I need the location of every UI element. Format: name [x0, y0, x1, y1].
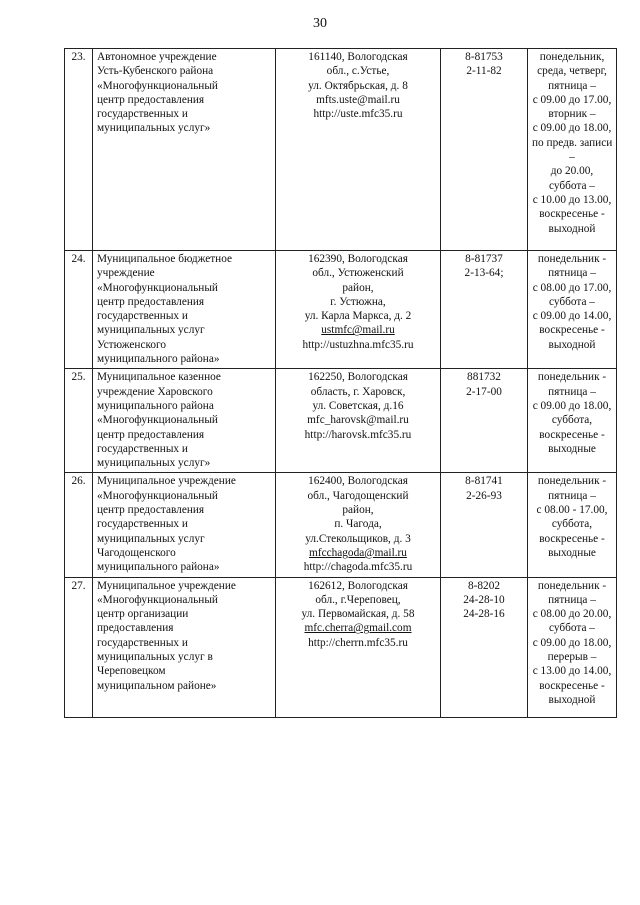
organization-address-line: ул. Первомайская, д. 58	[301, 608, 415, 621]
organization-address	[276, 251, 441, 369]
organization-phone	[441, 251, 528, 369]
organization-address	[276, 49, 441, 251]
organization-address-line: район,	[342, 281, 374, 294]
organization-name-line: центр предоставления	[97, 295, 205, 308]
working-hours-line: пятница –	[548, 385, 596, 398]
working-hours	[528, 49, 617, 251]
working-hours-line: воскресенье -	[539, 679, 605, 692]
organization-phone-line: 881732	[467, 371, 501, 384]
organization-phone	[441, 49, 528, 251]
organization-name-line: центр организации	[97, 608, 189, 621]
page-number: 30	[313, 16, 327, 31]
organization-phone-line: 8-81737	[465, 253, 503, 265]
organization-name-line: государственных и	[97, 518, 188, 531]
organization-address-line: mfcchagoda@mail.ru	[309, 546, 407, 559]
organization-name-line: Муниципальное бюджетное	[97, 253, 233, 265]
working-hours-line: с 09.00 до 18.00,	[532, 399, 612, 412]
table-row	[65, 49, 617, 251]
row-number: 27.	[65, 577, 93, 717]
organization-name-line: «Многофункциональный	[97, 79, 218, 92]
organization-phone	[441, 369, 528, 473]
organization-name-line: «Многофункциональный	[97, 414, 218, 427]
organization-address-line: http://ustuzhna.mfc35.ru	[302, 338, 414, 351]
working-hours-line: пятница –	[548, 79, 596, 92]
organization-name-line: Муниципальное учреждение	[97, 475, 236, 488]
organization-address-line: mfc_harovsk@mail.ru	[307, 414, 409, 427]
organization-name-line: «Многофункциональный	[97, 593, 218, 606]
working-hours-line: до 20.00,	[550, 165, 594, 178]
working-hours-line: с 13.00 до 14.00,	[532, 665, 612, 678]
working-hours-line: с 09.00 до 18.00,	[532, 636, 612, 649]
working-hours-line: понедельник -	[537, 253, 607, 265]
organization-phone	[441, 577, 528, 717]
organization-name-line: муниципальных услуг	[97, 532, 205, 545]
organization-phone-line: 8-8202	[467, 579, 500, 592]
organization-name-line: государственных и	[97, 636, 188, 649]
working-hours-line: воскресенье -	[539, 532, 605, 545]
organization-address-line: п. Чагода,	[334, 518, 382, 531]
working-hours-line: воскресенье -	[539, 324, 605, 337]
working-hours-line: понедельник -	[537, 579, 607, 592]
organization-address-line: обл., г.Череповец,	[315, 593, 401, 606]
working-hours-line: воскресенье -	[539, 428, 605, 441]
organization-address-line: mfts.uste@mail.ru	[316, 93, 400, 106]
working-hours-line: пятница –	[548, 593, 596, 606]
organization-phone-line: 2-11-82	[466, 65, 502, 78]
working-hours	[528, 251, 617, 369]
organization-address-line: обл., Устюженский	[312, 267, 404, 280]
organization-name-line: центр предоставления	[97, 504, 205, 517]
working-hours-line: суббота –	[549, 622, 595, 635]
organization-name	[93, 577, 276, 717]
organization-address	[276, 473, 441, 577]
working-hours-line: с 08.00 - 17.00,	[536, 504, 608, 517]
organization-name-line: Муниципальное учреждение	[97, 579, 236, 592]
organization-address-line: 162250, Вологодская	[308, 371, 408, 384]
organization-name-line: предоставления	[97, 622, 174, 635]
organization-name-line: Череповецком	[97, 665, 166, 678]
organization-name-line: муниципального района»	[97, 561, 220, 574]
working-hours-line: с 10.00 до 13.00,	[532, 193, 612, 206]
working-hours-line: среда, четверг,	[537, 65, 607, 78]
organization-address-line: http://harovsk.mfc35.ru	[304, 428, 412, 441]
table-row	[65, 369, 617, 473]
organization-phone-line: 8-81741	[465, 475, 503, 488]
organization-address-line: ул. Карла Маркса, д. 2	[304, 310, 412, 323]
organization-address-line: обл., с.Устье,	[326, 65, 390, 78]
organization-name-line: «Многофункциональный	[97, 281, 218, 294]
working-hours-line: суббота –	[549, 179, 595, 192]
working-hours-line: вторник –	[548, 108, 596, 121]
organization-name-line: Автономное учреждение	[97, 51, 217, 63]
organization-address-line: обл., Чагодощенский	[307, 489, 409, 502]
working-hours-line: –	[569, 151, 575, 164]
organization-name-line: муниципальных услуг в	[97, 651, 213, 664]
organization-name-line: государственных и	[97, 442, 188, 455]
working-hours	[528, 577, 617, 717]
organization-name-line: учреждение	[97, 267, 155, 280]
working-hours-line: суббота,	[551, 518, 593, 531]
working-hours-line: воскресенье -	[539, 208, 605, 221]
working-hours-line: выходной	[548, 693, 596, 706]
organization-name-line: Устюженского	[97, 338, 167, 351]
organization-name-line: муниципального района	[97, 399, 214, 412]
row-number: 23.	[65, 49, 93, 251]
organization-name-line: центр предоставления	[97, 428, 205, 441]
organization-address-line: http://cherrn.mfc35.ru	[308, 636, 408, 649]
organization-name-line: Чагодощенского	[97, 546, 176, 559]
organization-address-line: http://uste.mfc35.ru	[313, 108, 403, 121]
table-row	[65, 251, 617, 369]
organization-name	[93, 369, 276, 473]
organization-address-line: ustmfc@mail.ru	[321, 324, 395, 337]
organization-address-line: ул.Стекольщиков, д. 3	[305, 532, 411, 545]
organization-address-line: 162612, Вологодская	[308, 579, 408, 592]
organization-address-line: http://chagoda.mfc35.ru	[303, 561, 413, 574]
organization-name	[93, 473, 276, 577]
organization-name-line: муниципальных услуг»	[97, 457, 211, 470]
organization-address-line: г. Устюжна,	[330, 295, 386, 308]
working-hours-line: выходной	[548, 222, 596, 235]
table-row	[65, 473, 617, 577]
organization-name	[93, 49, 276, 251]
working-hours-line: с 08.00 до 17.00,	[532, 281, 612, 294]
working-hours-line: суббота,	[551, 414, 593, 427]
organization-address	[276, 577, 441, 717]
organization-name-line: муниципального района»	[97, 353, 220, 366]
working-hours-line: выходной	[548, 338, 596, 351]
working-hours-line: выходные	[548, 442, 596, 455]
working-hours-line: понедельник -	[537, 371, 607, 384]
row-number: 26.	[65, 473, 93, 577]
mfc-registry-table	[64, 48, 617, 718]
organization-address-line: ул. Октябрьская, д. 8	[308, 79, 408, 92]
organization-address-line: 162400, Вологодская	[308, 475, 408, 488]
organization-address-line: mfc.cherra@gmail.com	[304, 622, 412, 635]
organization-name-line: Муниципальное казенное	[97, 371, 221, 384]
organization-phone-line: 24-28-10	[463, 593, 505, 606]
organization-phone-line: 2-13-64;	[464, 267, 504, 280]
working-hours-line: пятница –	[548, 489, 596, 502]
row-number: 25.	[65, 369, 93, 473]
organization-name-line: Усть-Кубенского района	[97, 65, 214, 78]
organization-phone-line: 2-26-93	[466, 489, 502, 502]
working-hours-line: с 08.00 до 20.00,	[532, 608, 612, 621]
working-hours-line: выходные	[548, 546, 596, 559]
organization-address-line: 162390, Вологодская	[308, 253, 408, 265]
working-hours-line: пятница –	[548, 267, 596, 280]
working-hours-line: с 09.00 до 17.00,	[532, 93, 612, 106]
working-hours-line: по предв. записи	[532, 136, 613, 149]
organization-name-line: «Многофункциональный	[97, 489, 218, 502]
row-number: 24.	[65, 251, 93, 369]
working-hours-line: понедельник -	[537, 475, 607, 488]
organization-name	[93, 251, 276, 369]
organization-name-line: государственных и	[97, 310, 188, 323]
organization-phone-line: 2-17-00	[466, 385, 502, 398]
organization-phone-line: 8-81753	[465, 51, 503, 63]
organization-name-line: муниципальном районе»	[97, 679, 217, 692]
table-row	[65, 577, 617, 717]
organization-name-line: центр предоставления	[97, 93, 205, 106]
organization-name-line: учреждение Харовского	[97, 385, 213, 398]
organization-address	[276, 369, 441, 473]
organization-phone	[441, 473, 528, 577]
working-hours-line: суббота –	[549, 295, 595, 308]
organization-name-line: государственных и	[97, 108, 188, 121]
organization-address-line: 161140, Вологодская	[308, 51, 408, 63]
working-hours-line: с 09.00 до 14.00,	[532, 310, 612, 323]
working-hours-line: с 09.00 до 18.00,	[532, 122, 612, 135]
organization-name-line: муниципальных услуг»	[97, 122, 211, 135]
organization-address-line: область, г. Харовск,	[310, 385, 406, 398]
working-hours	[528, 473, 617, 577]
organization-name-line: муниципальных услуг	[97, 324, 205, 337]
working-hours	[528, 369, 617, 473]
organization-address-line: ул. Советская, д.16	[312, 399, 404, 412]
working-hours-line: перерыв –	[547, 651, 597, 664]
working-hours-line: понедельник,	[539, 51, 605, 63]
organization-address-line: район,	[342, 504, 374, 517]
organization-phone-line: 24-28-16	[463, 608, 505, 621]
